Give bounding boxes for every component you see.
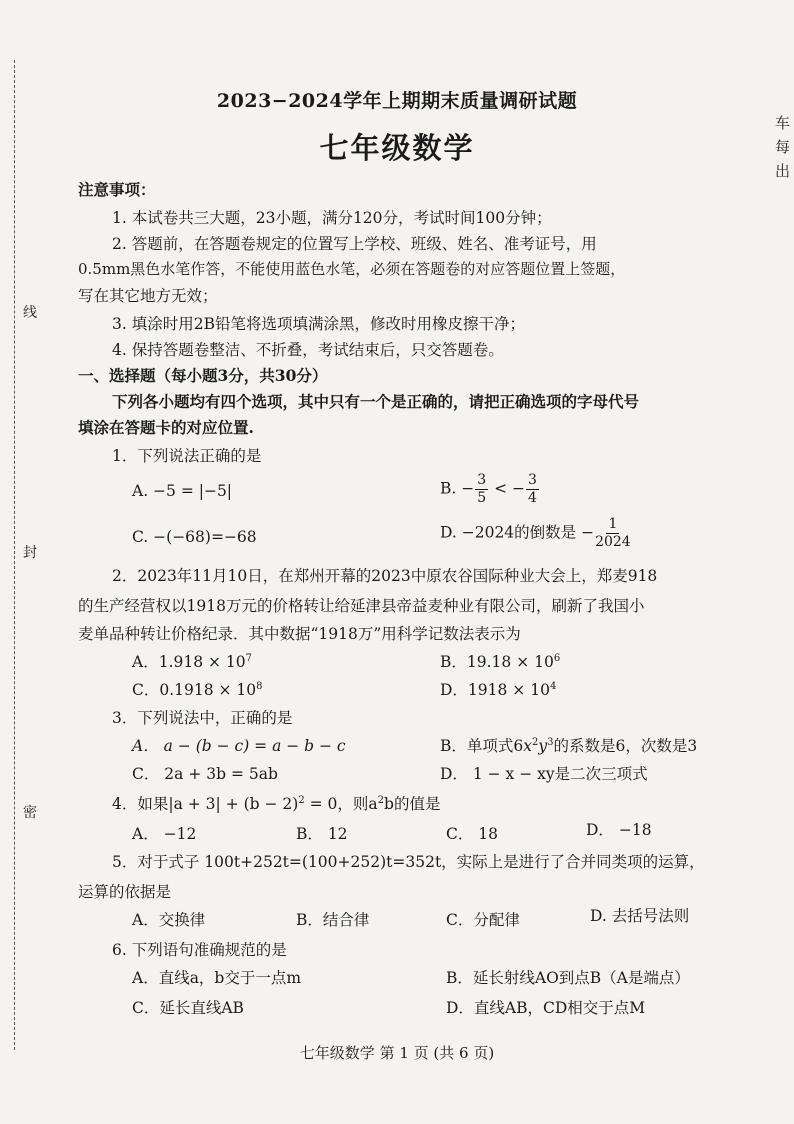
notes-item-2c: 写在其它地方无效； xyxy=(78,287,218,305)
q5-option-b: B．结合律 xyxy=(296,911,370,929)
q5-line-2: 运算的依据是 xyxy=(78,883,172,901)
q4-stem-pre: 4．如果|a + 3| + (b − 2) xyxy=(112,795,299,813)
binding-label-feng: 封 xyxy=(22,540,38,564)
bleed-char-3: 出 xyxy=(774,162,790,180)
q4-stem-mid: = 0，则a xyxy=(304,795,378,813)
binding-label-mi: 密 xyxy=(22,800,38,824)
q2-b-exp: 6 xyxy=(553,652,561,664)
q1-d-prefix: D. −2024的倒数是 − xyxy=(440,523,595,542)
q1-stem: 1．下列说法正确的是 xyxy=(112,447,262,465)
q3-b-y: y xyxy=(538,737,548,755)
q1-b-frac2 xyxy=(526,472,539,507)
q1-option-b xyxy=(440,472,540,507)
q2-option-b xyxy=(440,650,560,672)
q2-line-1: 2．2023年11月10日，在郑州开幕的2023中原农谷国际种业大会上，郑麦918 xyxy=(112,567,658,585)
q6-option-d: D．直线AB，CD相交于点M xyxy=(446,999,646,1017)
q4-stem-post: b的值是 xyxy=(384,795,441,813)
q3-stem: 3．下列说法中，正确的是 xyxy=(112,709,293,727)
q2-a-exp: 7 xyxy=(245,652,253,664)
q5-option-d: D. 去括号法则 xyxy=(590,907,690,925)
q2-d-exp: 4 xyxy=(549,680,557,692)
q2-c-exp: 8 xyxy=(256,680,263,692)
q1-d-num: 1 xyxy=(608,516,618,532)
q6-option-c: C．延长直线AB xyxy=(132,999,244,1017)
q4-option-b: B． 12 xyxy=(296,825,348,843)
q4-stem-exp: 2 xyxy=(298,794,305,806)
q1-b-num1: 3 xyxy=(477,472,487,488)
q5-line-1: 5．对于式子 100t+252t=(100+252)t=352t，实际上是进行了合并同类项的运算， xyxy=(112,853,705,871)
q1-d-den: 2024 xyxy=(595,534,631,550)
q2-a-text: A．1.918 × 10 xyxy=(132,653,246,671)
notes-heading: 注意事项： xyxy=(78,180,156,199)
q1-b-num2: 3 xyxy=(528,472,537,488)
bleed-char-2: 每 xyxy=(774,138,790,156)
q1-b-prefix: B. − xyxy=(440,479,475,498)
q3-option-b xyxy=(440,734,697,756)
q2-option-a xyxy=(132,650,252,672)
q2-line-3: 麦单品种转让价格纪录．其中数据“1918万”用科学记数法表示为 xyxy=(78,625,521,643)
q2-option-c xyxy=(132,678,263,700)
section1-instruction-2: 填涂在答题卡的对应位置. xyxy=(78,418,254,437)
exam-main-title: 七年级数学 xyxy=(319,131,475,165)
q5-option-a: A．交换律 xyxy=(132,911,206,929)
q1-b-den1: 5 xyxy=(477,490,487,506)
q2-option-d xyxy=(440,678,556,700)
q3-b-pre: B．单项式6 xyxy=(440,737,524,755)
q1-d-frac xyxy=(595,516,631,551)
q3-b-post: 的系数是6，次数是3 xyxy=(553,737,698,755)
notes-item-2: 2. 答题前，在答题卷规定的位置写上学校、班级、姓名、准考证号，用 xyxy=(112,235,597,253)
binding-label-xian: 线 xyxy=(22,300,38,324)
section1-heading: 一、选择题（每小题3分，共30分） xyxy=(78,366,328,385)
q2-line-2: 的生产经营权以1918万元的价格转让给延津县帝益麦种业有限公司，刷新了我国小 xyxy=(78,597,645,615)
q1-b-den2: 4 xyxy=(528,490,537,506)
q5-option-c: C．分配律 xyxy=(446,911,520,929)
section1-instruction-1: 下列各小题均有四个选项，其中只有一个是正确的，请把正确选项的字母代号 xyxy=(112,392,640,411)
q1-b-mid: < − xyxy=(494,479,525,498)
q6-option-a: A．直线a，b交于一点m xyxy=(132,969,302,987)
q1-b-frac1 xyxy=(475,472,488,507)
page-footer: 七年级数学 第 1 页 (共 6 页) xyxy=(299,1044,495,1062)
notes-item-2b: 0.5mm黑色水笔作答，不能使用蓝色水笔，必须在答题卷的对应答题位置上签题， xyxy=(78,260,626,278)
q2-d-text: D．1918 × 10 xyxy=(440,681,550,699)
q4-stem xyxy=(112,792,440,814)
binding-dashed-line xyxy=(14,60,15,1050)
q2-c-text: C．0.1918 × 10 xyxy=(132,681,257,699)
q3-b-exp1: 2 xyxy=(532,736,539,748)
bleed-char-1: 车 xyxy=(774,114,790,132)
q1-option-a: A. −5 = |−5| xyxy=(132,482,233,500)
q3-option-a: A． a − (b − c) = a − b − c xyxy=(132,737,346,755)
q3-b-exp2: 3 xyxy=(547,736,554,748)
q3-b-x: x xyxy=(523,737,533,755)
exam-top-title: 2023−2024学年上期期末质量调研试题 xyxy=(216,90,578,112)
notes-item-1: 1. 本试卷共三大题，23小题，满分120分，考试时间100分钟； xyxy=(112,209,552,227)
notes-item-3: 3. 填涂时用2B铅笔将选项填满涂黑，修改时用橡皮擦干净； xyxy=(112,315,525,333)
q1-option-d xyxy=(440,516,632,551)
q4-stem-exp2: 2 xyxy=(377,794,385,806)
q4-option-c: C． 18 xyxy=(446,825,499,843)
q3-option-d: D． 1 − x − xy是二次三项式 xyxy=(440,765,648,783)
q2-b-text: B．19.18 × 10 xyxy=(440,653,554,671)
q3-option-c: C． 2a + 3b = 5ab xyxy=(132,765,278,783)
q1-option-c: C. −(−68)=−68 xyxy=(132,528,257,546)
q6-option-b: B．延长射线AO到点B（A是端点） xyxy=(446,969,690,987)
q6-stem: 6. 下列语句准确规范的是 xyxy=(112,941,287,959)
q4-option-a: A． −12 xyxy=(132,825,197,843)
notes-item-4: 4. 保持答题卷整洁、不折叠，考试结束后，只交答题卷。 xyxy=(112,341,504,359)
q4-option-d: D． −18 xyxy=(586,821,652,839)
